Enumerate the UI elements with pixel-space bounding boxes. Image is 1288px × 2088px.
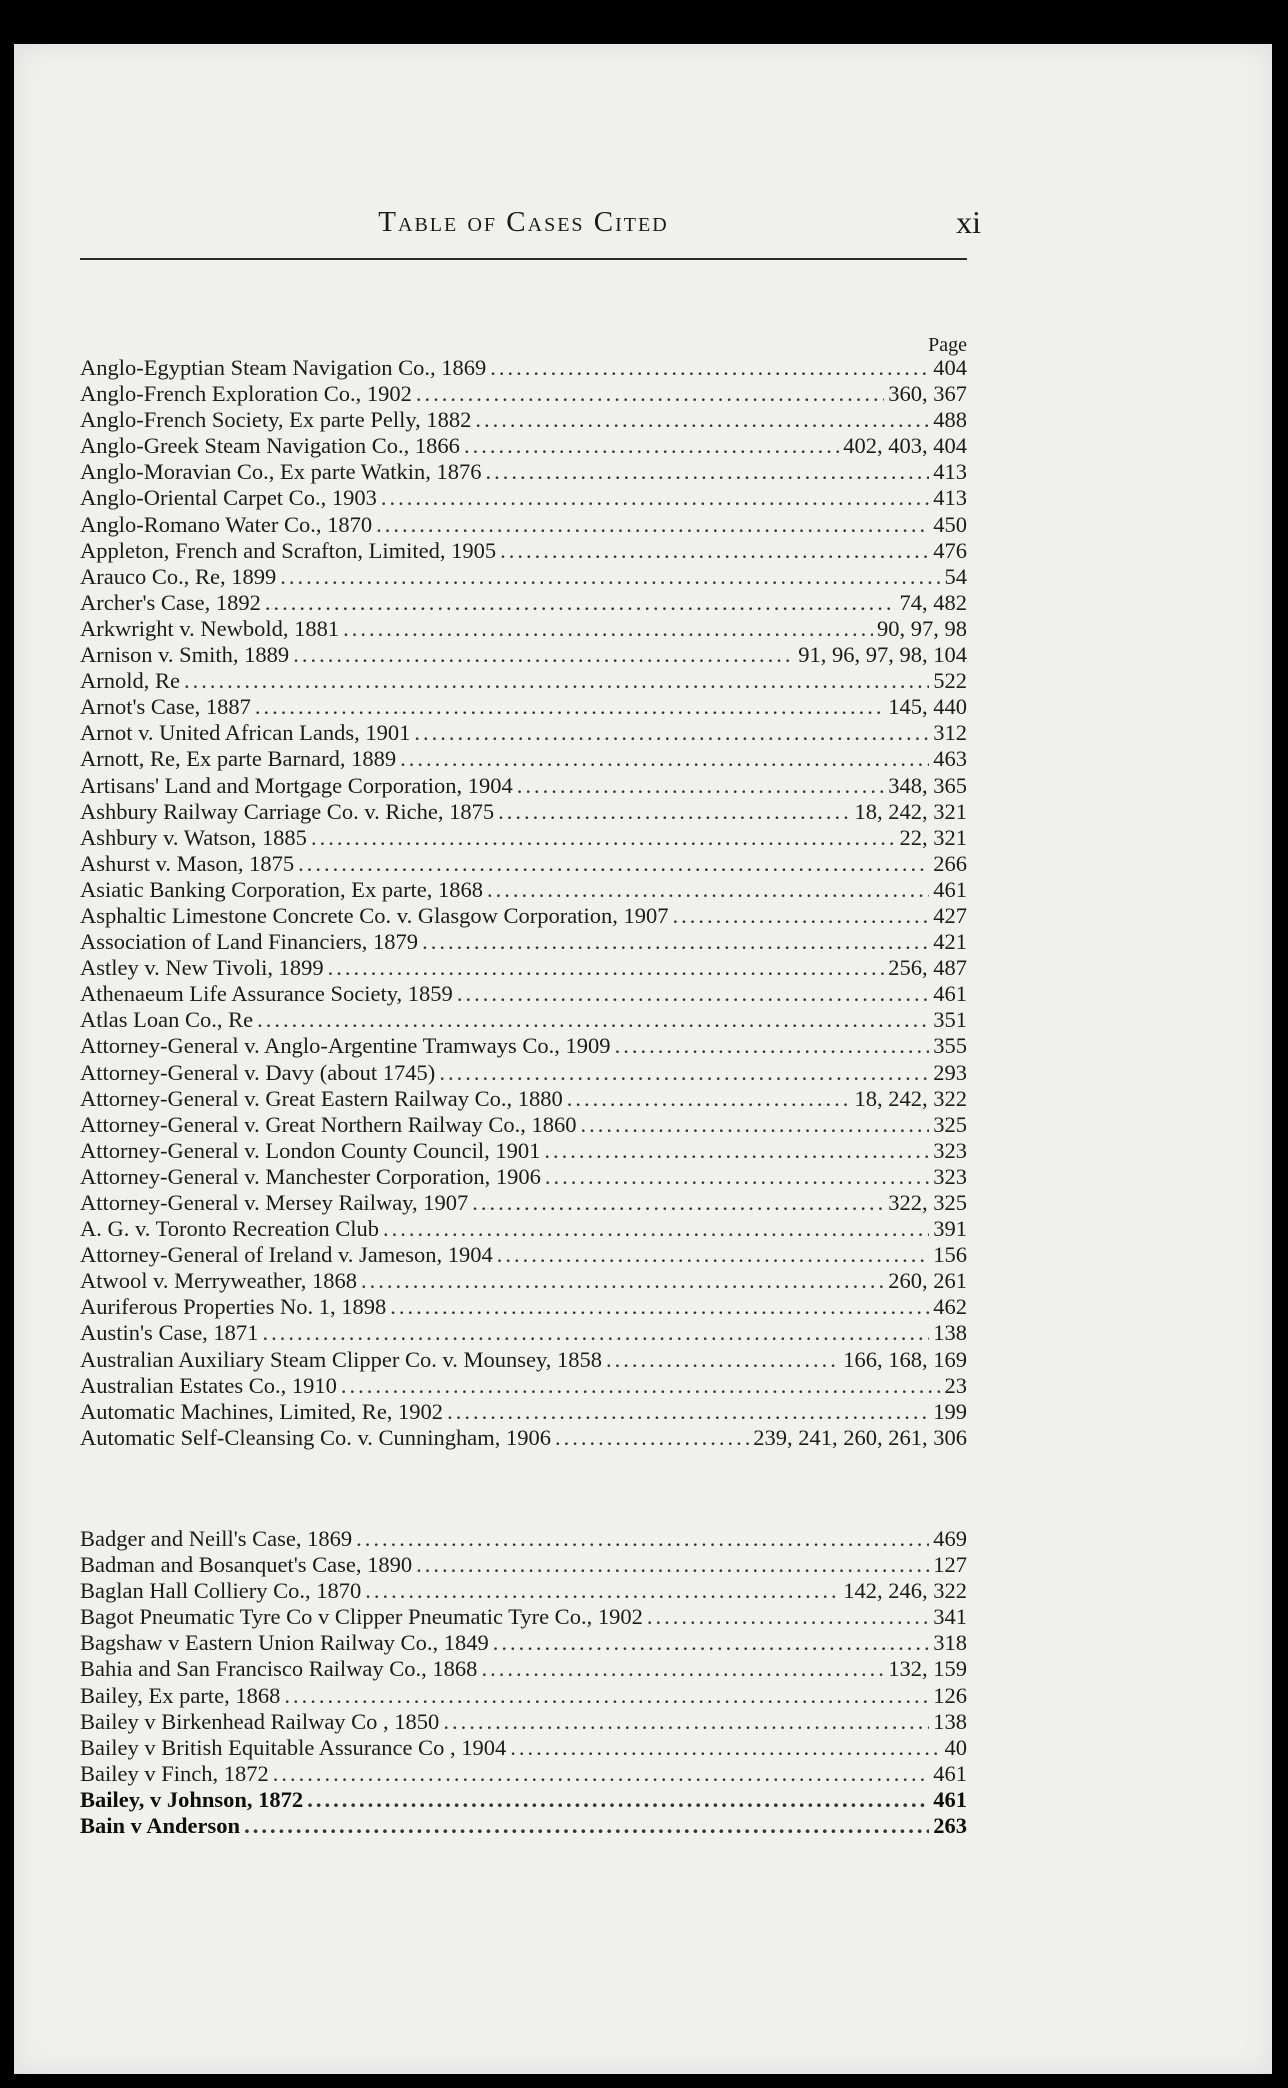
case-pages: 312: [933, 720, 967, 746]
case-name: Ashurst v. Mason, 1875: [80, 850, 295, 876]
case-name: Anglo-Romano Water Co., 1870: [80, 511, 373, 537]
case-entry: [80, 381, 967, 407]
case-entry: [80, 1320, 967, 1346]
dot-leader: [555, 1425, 749, 1451]
page-header: [80, 204, 981, 282]
dot-leader: [487, 877, 929, 903]
dot-leader: [400, 746, 929, 772]
case-pages: 402, 403, 404: [843, 433, 967, 459]
case-name: Anglo-French Exploration Co., 1902: [80, 381, 412, 407]
case-pages: 18, 242, 321: [854, 798, 967, 824]
dot-leader: [284, 1683, 929, 1709]
case-list-a: [80, 355, 967, 1451]
case-pages: 325: [933, 1111, 967, 1137]
case-pages: 260, 261: [888, 1268, 967, 1294]
case-entry: [80, 1268, 967, 1294]
case-name: Bailey, Ex parte, 1868: [80, 1682, 281, 1708]
dot-leader: [490, 355, 929, 381]
case-entry: [80, 485, 967, 511]
case-name: Attorney-General v. Anglo-Argentine Tramways Co., 1909: [80, 1033, 611, 1059]
case-list-b: [80, 1526, 967, 1839]
case-pages: 323: [933, 1137, 967, 1163]
page-number: xi: [956, 204, 981, 240]
case-name: Bagshaw v Eastern Union Railway Co., 1849: [80, 1630, 489, 1656]
dot-leader: [365, 1578, 839, 1604]
case-entry: [80, 799, 967, 825]
case-pages: 427: [933, 902, 967, 928]
case-entry: [80, 1086, 967, 1112]
dot-leader: [472, 1190, 884, 1216]
dot-leader: [280, 564, 940, 590]
case-name: Bahia and San Francisco Railway Co., 1868: [80, 1656, 478, 1682]
case-pages: 91, 96, 97, 98, 104: [798, 642, 967, 668]
dot-leader: [244, 1813, 929, 1839]
case-entry: [80, 773, 967, 799]
case-entry: [80, 1373, 967, 1399]
case-name: Australian Auxiliary Steam Clipper Co. v. Mounsey, 1858: [80, 1346, 603, 1372]
dot-leader: [497, 1242, 929, 1268]
case-pages: 323: [933, 1163, 967, 1189]
case-entry: [80, 1735, 967, 1761]
case-name: Attorney-General v. Mersey Railway, 1907: [80, 1190, 469, 1215]
case-entry: [80, 1604, 967, 1630]
case-name: Bailey v Finch, 1872: [80, 1760, 269, 1786]
case-name: Anglo-Greek Steam Navigation Co., 1866: [80, 433, 460, 459]
case-name: Anglo-French Society, Ex parte Pelly, 1882: [80, 407, 472, 433]
case-pages: 463: [933, 746, 967, 772]
dot-leader: [447, 1399, 929, 1425]
case-name: Automatic Self-Cleansing Co. v. Cunningham, 1906: [80, 1424, 551, 1450]
case-pages: 461: [933, 1760, 967, 1786]
dot-leader: [257, 1007, 929, 1033]
dot-leader: [416, 1552, 929, 1578]
dot-leader: [356, 1526, 929, 1552]
case-entry: [80, 1347, 967, 1373]
dot-leader: [672, 903, 929, 929]
case-entry: [80, 668, 967, 694]
dot-leader: [255, 694, 884, 720]
case-name: Arkwright v. Newbold, 1881: [80, 615, 340, 641]
case-name: Artisans' Land and Mortgage Corporation, 1904: [80, 772, 513, 798]
case-name: Badman and Bosanquet's Case, 1890: [80, 1552, 413, 1578]
case-entry: [80, 694, 967, 720]
dot-leader: [416, 381, 884, 407]
dot-leader: [606, 1347, 839, 1373]
case-pages: 166, 168, 169: [843, 1346, 967, 1372]
case-name: Bagot Pneumatic Tyre Co v Clipper Pneumatic Tyre Co., 1902: [80, 1604, 643, 1630]
dot-leader: [422, 929, 929, 955]
dot-leader: [567, 1086, 851, 1112]
case-entry: [80, 642, 967, 668]
case-name: Arnott, Re, Ex parte Barnard, 1889: [80, 746, 397, 772]
case-pages: 239, 241, 260, 261, 306: [753, 1424, 967, 1450]
dot-leader: [457, 981, 929, 1007]
case-entry: [80, 512, 967, 538]
dot-leader: [390, 1294, 929, 1320]
case-name: Arnison v. Smith, 1889: [80, 642, 290, 668]
dot-leader: [464, 433, 839, 459]
case-entry: [80, 616, 967, 642]
case-name: Ashbury v. Watson, 1885: [80, 824, 307, 850]
case-pages: 391: [933, 1216, 967, 1242]
case-entry: [80, 459, 967, 485]
case-entry: [80, 1033, 967, 1059]
dot-leader: [545, 1164, 929, 1190]
case-entry: [80, 1425, 967, 1451]
case-name: Bain v Anderson: [80, 1813, 241, 1839]
case-name: Arauco Co., Re, 1899: [80, 563, 277, 589]
dot-leader: [298, 851, 929, 877]
case-entry: [80, 955, 967, 981]
case-entry: [80, 1112, 967, 1138]
case-entry: [80, 1761, 967, 1787]
case-pages: 145, 440: [888, 694, 967, 720]
case-entry: [80, 1526, 967, 1552]
case-name: Atlas Loan Co., Re: [80, 1007, 254, 1033]
case-name: Association of Land Financiers, 1879: [80, 929, 419, 955]
case-name: Attorney-General v. Manchester Corporation, 1906: [80, 1163, 541, 1189]
case-pages: 522: [933, 668, 967, 694]
case-pages: 266: [933, 850, 967, 876]
case-entry: [80, 1813, 967, 1839]
case-entry: [80, 1007, 967, 1033]
case-pages: 462: [933, 1294, 967, 1320]
case-pages: 90, 97, 98: [877, 615, 967, 641]
dot-leader: [376, 512, 929, 538]
case-name: Auriferous Properties No. 1, 1898: [80, 1294, 387, 1320]
case-pages: 142, 246, 322: [843, 1578, 967, 1604]
case-name: Australian Estates Co., 1910: [80, 1372, 337, 1398]
case-entry: [80, 851, 967, 877]
case-name: Athenaeum Life Assurance Society, 1859: [80, 981, 453, 1007]
case-entry: [80, 590, 967, 616]
dot-leader: [500, 538, 929, 564]
case-pages: 138: [933, 1708, 967, 1734]
case-entry: [80, 1656, 967, 1682]
dot-leader: [485, 459, 929, 485]
case-name: Attorney-General v. Davy (about 1745): [80, 1059, 436, 1085]
case-name: Baglan Hall Colliery Co., 1870: [80, 1578, 362, 1604]
case-entry: [80, 1060, 967, 1086]
case-name: Archer's Case, 1892: [80, 589, 261, 615]
case-entry: [80, 929, 967, 955]
dot-leader: [498, 799, 850, 825]
dot-leader: [262, 1320, 929, 1346]
case-name: Attorney-General v. Great Northern Railway Co., 1860: [80, 1111, 577, 1137]
case-pages: 476: [933, 537, 967, 563]
dot-leader: [265, 590, 896, 616]
case-pages: 488: [933, 407, 967, 433]
case-name: Badger and Neill's Case, 1869: [80, 1526, 353, 1551]
dot-leader: [481, 1656, 884, 1682]
case-entry: [80, 433, 967, 459]
dot-leader: [311, 825, 896, 851]
case-pages: 322, 325: [888, 1190, 967, 1215]
case-name: Anglo-Egyptian Steam Navigation Co., 1869: [80, 355, 487, 380]
case-name: Appleton, French and Scrafton, Limited, 1905: [80, 537, 497, 563]
case-pages: 318: [933, 1630, 967, 1656]
dot-leader: [517, 773, 885, 799]
case-pages: 348, 365: [888, 772, 967, 798]
case-name: Arnot's Case, 1887: [80, 694, 251, 720]
case-pages: 199: [933, 1398, 967, 1424]
case-name: Arnot v. United African Lands, 1901: [80, 720, 411, 746]
case-entry: [80, 1399, 967, 1425]
case-entry: [80, 538, 967, 564]
case-pages: 404: [933, 355, 967, 380]
dot-leader: [273, 1761, 930, 1787]
case-entry: [80, 903, 967, 929]
case-pages: 127: [933, 1552, 967, 1578]
dot-leader: [510, 1735, 940, 1761]
case-pages: 74, 482: [899, 589, 967, 615]
case-entry: [80, 1787, 967, 1813]
case-entry: [80, 1138, 967, 1164]
case-entry: [80, 1216, 967, 1242]
running-title: Table of Cases Cited: [378, 206, 669, 238]
case-pages: 461: [933, 981, 967, 1007]
case-entry: [80, 1709, 967, 1735]
case-name: Bailey v British Equitable Assurance Co , 1904: [80, 1734, 507, 1760]
dot-leader: [647, 1604, 929, 1630]
case-name: Attorney-General v. Great Eastern Railway Co., 1880: [80, 1085, 563, 1111]
case-entry: [80, 407, 967, 433]
case-name: Asiatic Banking Corporation, Ex parte, 1868: [80, 876, 484, 902]
case-pages: 256, 487: [888, 955, 967, 981]
case-entry: [80, 355, 967, 381]
case-entry: [80, 746, 967, 772]
case-pages: 355: [933, 1033, 967, 1059]
case-name: Bailey v Birkenhead Railway Co , 1850: [80, 1708, 440, 1734]
dot-leader: [443, 1709, 929, 1735]
case-pages: 461: [933, 876, 967, 902]
dot-leader: [544, 1138, 929, 1164]
case-entry: [80, 825, 967, 851]
case-entry: [80, 1552, 967, 1578]
case-name: Atwool v. Merryweather, 1868: [80, 1268, 357, 1294]
case-pages: 341: [933, 1604, 967, 1630]
case-name: Asphaltic Limestone Concrete Co. v. Glasgow Corporation, 1907: [80, 902, 669, 928]
case-pages: 23: [944, 1372, 967, 1398]
case-pages: 293: [933, 1059, 967, 1085]
case-name: A. G. v. Toronto Recreation Club: [80, 1216, 380, 1242]
page-column-heading: Page: [928, 334, 967, 356]
case-pages: 156: [933, 1242, 967, 1268]
case-pages: 132, 159: [888, 1656, 967, 1682]
case-name: Astley v. New Tivoli, 1899: [80, 955, 324, 981]
case-pages: 413: [933, 459, 967, 485]
case-entry: [80, 564, 967, 590]
case-name: Anglo-Moravian Co., Ex parte Watkin, 1876: [80, 459, 482, 485]
dot-leader: [475, 407, 929, 433]
case-pages: 469: [933, 1526, 967, 1551]
dot-leader: [439, 1060, 929, 1086]
dot-leader: [293, 642, 794, 668]
case-pages: 413: [933, 485, 967, 511]
case-pages: 450: [933, 511, 967, 537]
dot-leader: [184, 668, 929, 694]
case-name: Austin's Case, 1871: [80, 1320, 259, 1346]
case-entry: [80, 877, 967, 903]
case-name: Arnold, Re: [80, 668, 180, 694]
dot-leader: [328, 955, 885, 981]
case-entry: [80, 1683, 967, 1709]
dot-leader: [414, 720, 929, 746]
case-name: Anglo-Oriental Carpet Co., 1903: [80, 485, 377, 511]
case-pages: 263: [933, 1813, 967, 1839]
case-name: Bailey, v Johnson, 1872: [80, 1786, 304, 1812]
dot-leader: [307, 1787, 929, 1813]
case-pages: 18, 242, 322: [854, 1085, 967, 1111]
dot-leader: [615, 1033, 930, 1059]
case-entry: [80, 981, 967, 1007]
dot-leader: [343, 616, 873, 642]
case-pages: 421: [933, 929, 967, 955]
header-rule: [80, 258, 967, 260]
case-pages: 351: [933, 1007, 967, 1033]
case-pages: 126: [933, 1682, 967, 1708]
case-entry: [80, 1164, 967, 1190]
dot-leader: [581, 1112, 930, 1138]
case-pages: 138: [933, 1320, 967, 1346]
case-pages: 54: [944, 563, 967, 589]
case-entry: [80, 720, 967, 746]
dot-leader: [381, 485, 929, 511]
case-pages: 461: [933, 1786, 967, 1812]
case-entry: [80, 1190, 967, 1216]
case-pages: 22, 321: [899, 824, 967, 850]
case-name: Attorney-General of Ireland v. Jameson, 1904: [80, 1242, 493, 1268]
case-pages: 360, 367: [888, 381, 967, 407]
dot-leader: [361, 1268, 884, 1294]
dot-leader: [383, 1216, 929, 1242]
case-entry: [80, 1578, 967, 1604]
dot-leader: [341, 1373, 941, 1399]
case-name: Attorney-General v. London County Council, 1901: [80, 1137, 541, 1163]
case-entry: [80, 1630, 967, 1656]
case-entry: [80, 1294, 967, 1320]
case-pages: 40: [944, 1734, 967, 1760]
case-name: Automatic Machines, Limited, Re, 1902: [80, 1398, 444, 1424]
case-entry: [80, 1242, 967, 1268]
case-name: Ashbury Railway Carriage Co. v. Riche, 1875: [80, 798, 495, 824]
dot-leader: [493, 1630, 930, 1656]
